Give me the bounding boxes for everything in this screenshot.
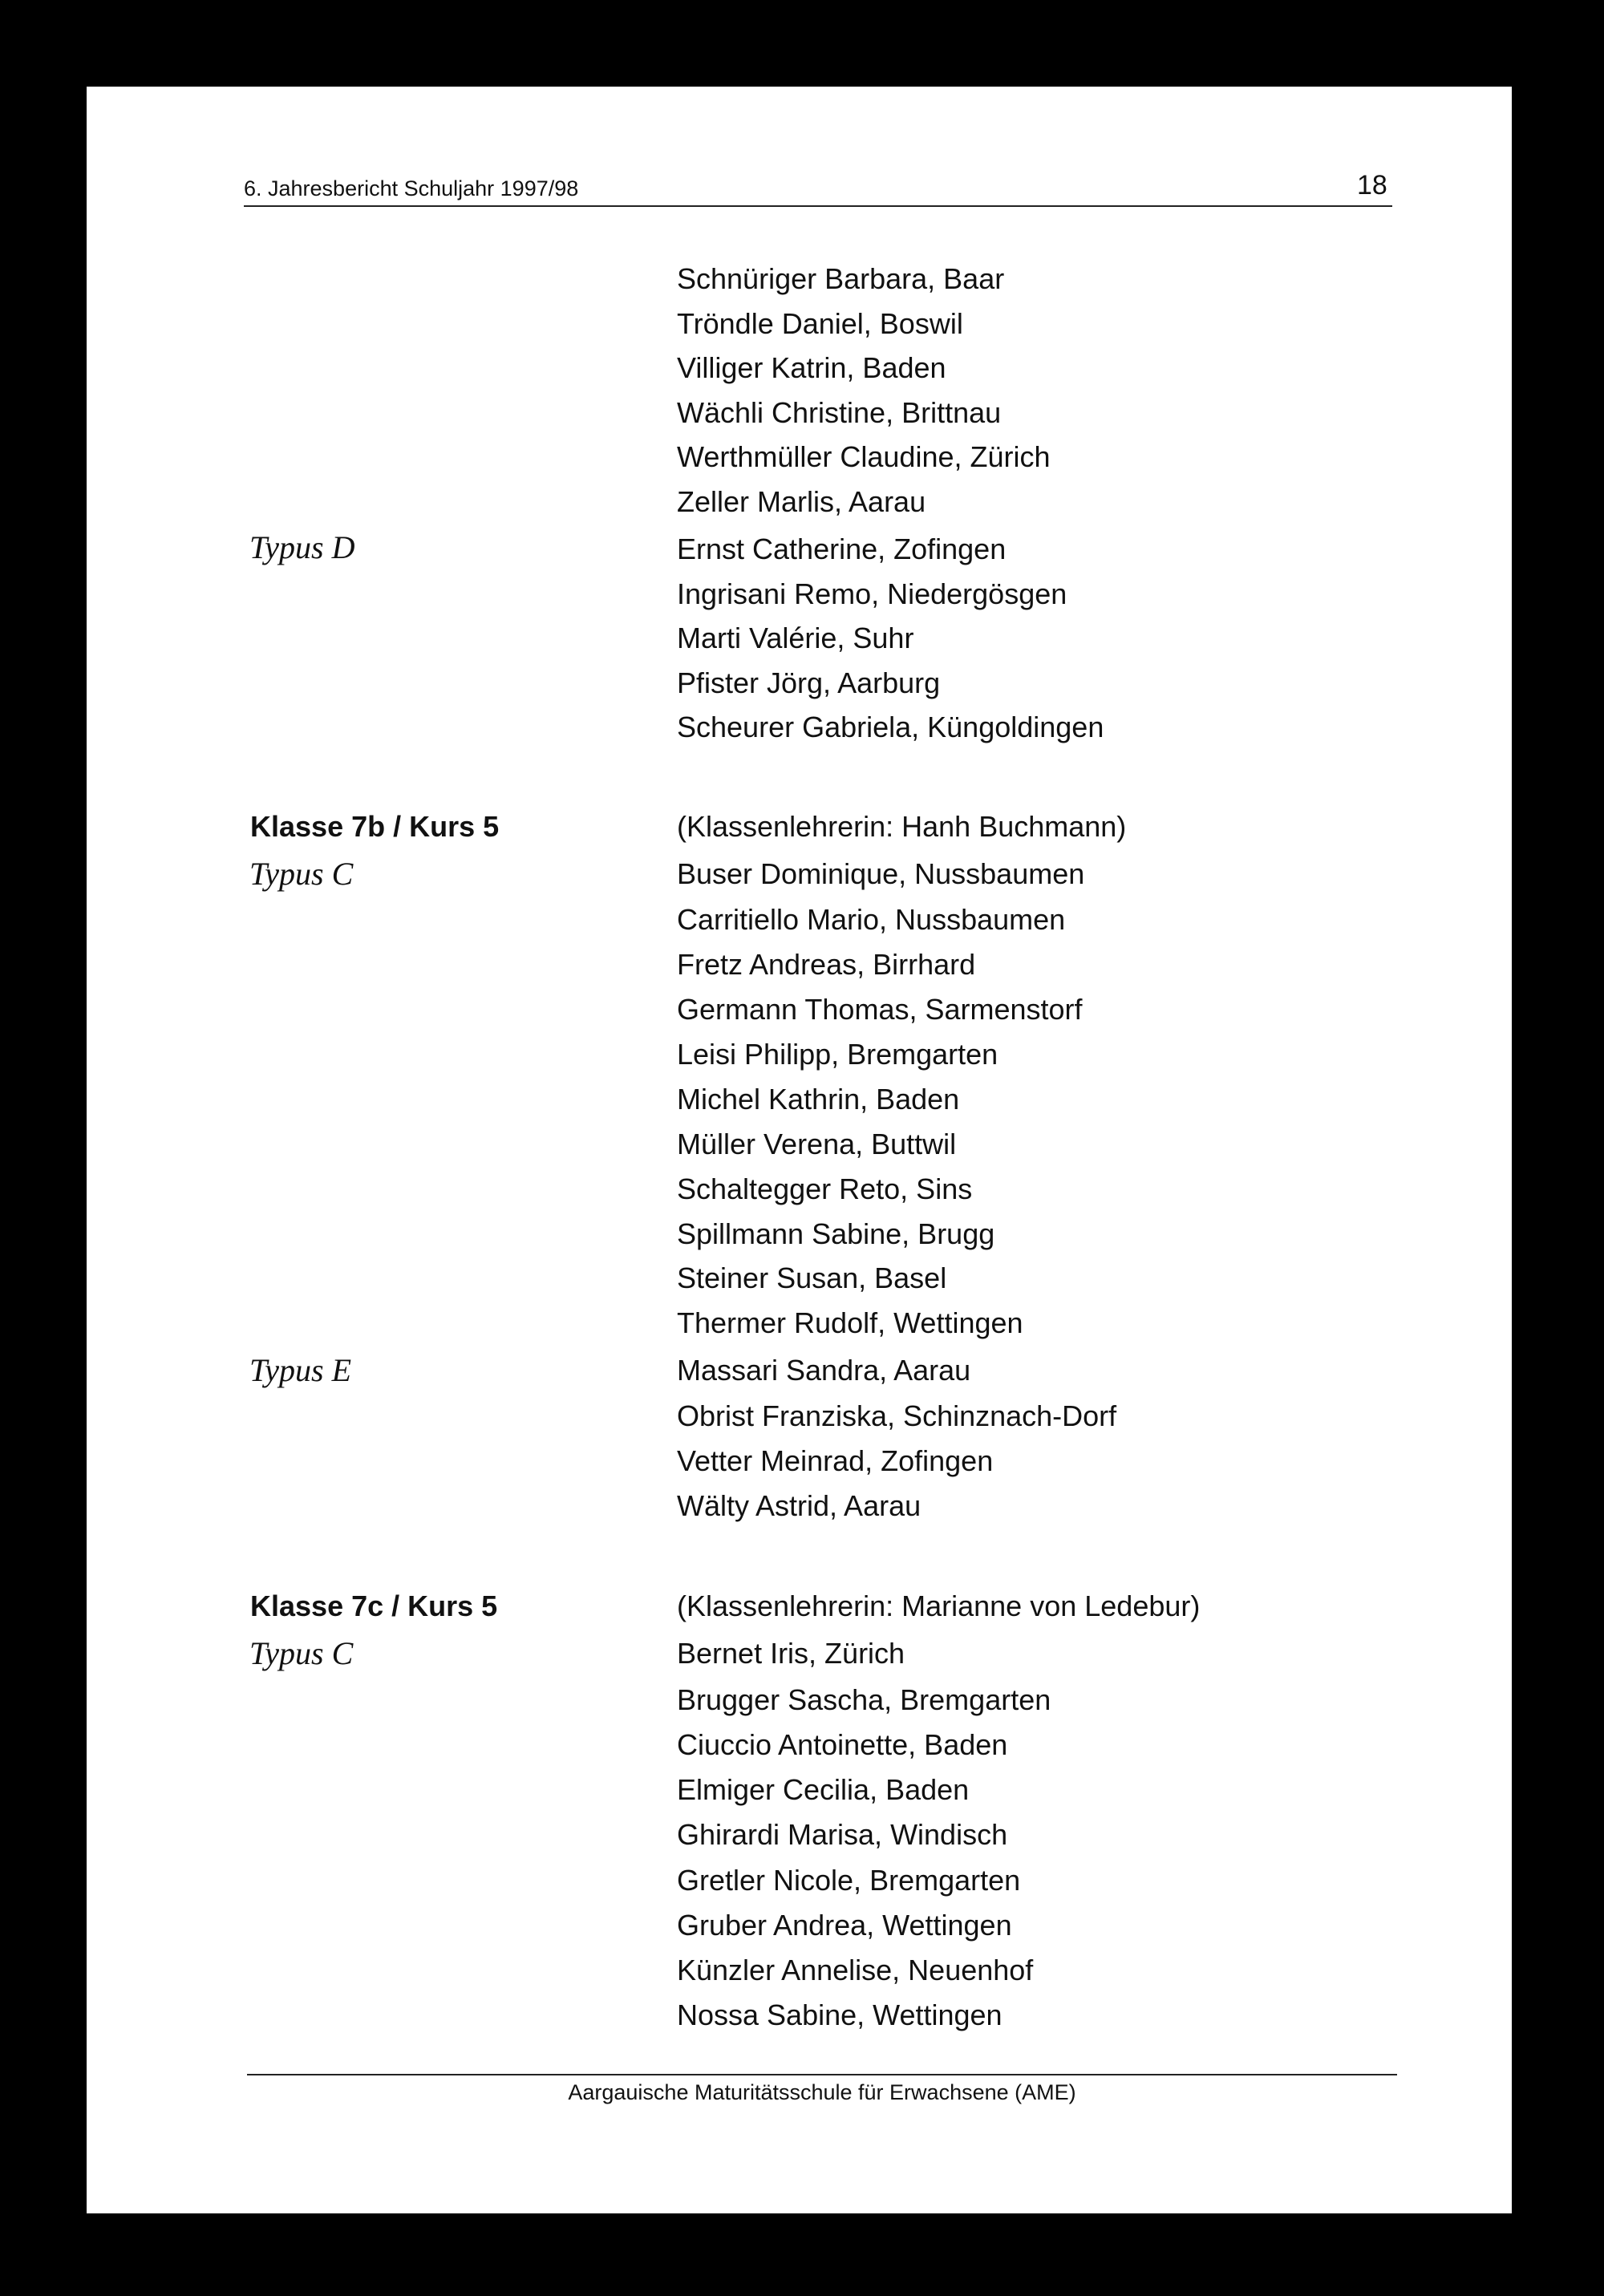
- klasse-7b-heading: Klasse 7b / Kurs 5: [250, 810, 500, 843]
- student-entry: Buser Dominique, Nussbaumen: [677, 857, 1085, 890]
- student-entry: Bernet Iris, Zürich: [677, 1637, 905, 1670]
- klasse-7c-teacher: (Klassenlehrerin: Marianne von Ledebur): [677, 1589, 1201, 1622]
- student-entry: Gretler Nicole, Bremgarten: [677, 1864, 1021, 1897]
- student-entry: Thermer Rudolf, Wettingen: [677, 1306, 1023, 1339]
- typus-e-label: Typus E: [249, 1352, 352, 1388]
- student-entry: Wälty Astrid, Aarau: [677, 1489, 921, 1522]
- page-number: 18: [1357, 170, 1387, 200]
- typus-c-label: Typus C: [249, 856, 354, 892]
- student-entry: Zeller Marlis, Aarau: [677, 485, 926, 518]
- student-entry: Tröndle Daniel, Boswil: [677, 307, 963, 340]
- student-entry: Gruber Andrea, Wettingen: [677, 1909, 1012, 1942]
- student-entry: Massari Sandra, Aarau: [677, 1354, 971, 1387]
- student-entry: Elmiger Cecilia, Baden: [677, 1773, 970, 1806]
- student-entry: Steiner Susan, Basel: [677, 1261, 947, 1294]
- student-entry: Villiger Katrin, Baden: [677, 351, 946, 384]
- student-entry: Schaltegger Reto, Sins: [677, 1172, 973, 1205]
- student-entry: Spillmann Sabine, Brugg: [677, 1217, 995, 1250]
- student-entry: Ernst Catherine, Zofingen: [677, 532, 1007, 565]
- student-entry: Scheurer Gabriela, Küngoldingen: [677, 711, 1104, 743]
- student-entry: Fretz Andreas, Birrhard: [677, 948, 976, 981]
- running-header-title: 6. Jahresbericht Schuljahr 1997/98: [244, 176, 579, 200]
- footer-divider: [247, 2074, 1397, 2075]
- footer-institution: Aargauische Maturitätsschule für Erwachsene (AME): [568, 2080, 1076, 2104]
- student-entry: Schnüriger Barbara, Baar: [677, 262, 1005, 295]
- student-entry: Ingrisani Remo, Niedergösgen: [677, 577, 1067, 610]
- student-entry: Ghirardi Marisa, Windisch: [677, 1818, 1008, 1851]
- klasse-7b-teacher: (Klassenlehrerin: Hanh Buchmann): [677, 810, 1127, 843]
- student-entry: Müller Verena, Buttwil: [677, 1128, 957, 1160]
- student-entry: Werthmüller Claudine, Zürich: [677, 440, 1051, 473]
- student-entry: Leisi Philipp, Bremgarten: [677, 1038, 998, 1071]
- header-divider: [244, 205, 1392, 207]
- student-entry: Nossa Sabine, Wettingen: [677, 1998, 1003, 2031]
- student-entry: Germann Thomas, Sarmenstorf: [677, 993, 1083, 1026]
- student-entry: Brugger Sascha, Bremgarten: [677, 1683, 1051, 1716]
- student-entry: Marti Valérie, Suhr: [677, 622, 914, 654]
- student-entry: Obrist Franziska, Schinznach-Dorf: [677, 1399, 1117, 1432]
- klasse-7c-heading: Klasse 7c / Kurs 5: [250, 1589, 498, 1622]
- student-entry: Wächli Christine, Brittnau: [677, 396, 1002, 429]
- student-entry: Ciuccio Antoinette, Baden: [677, 1728, 1008, 1761]
- typus-c-label: Typus C: [249, 1635, 354, 1671]
- document-page: [87, 87, 1512, 2213]
- student-entry: Carritiello Mario, Nussbaumen: [677, 903, 1066, 936]
- student-entry: Michel Kathrin, Baden: [677, 1083, 960, 1116]
- typus-d-label: Typus D: [249, 529, 355, 565]
- student-entry: Vetter Meinrad, Zofingen: [677, 1444, 994, 1477]
- student-entry: Pfister Jörg, Aarburg: [677, 666, 941, 699]
- student-entry: Künzler Annelise, Neuenhof: [677, 1954, 1034, 1986]
